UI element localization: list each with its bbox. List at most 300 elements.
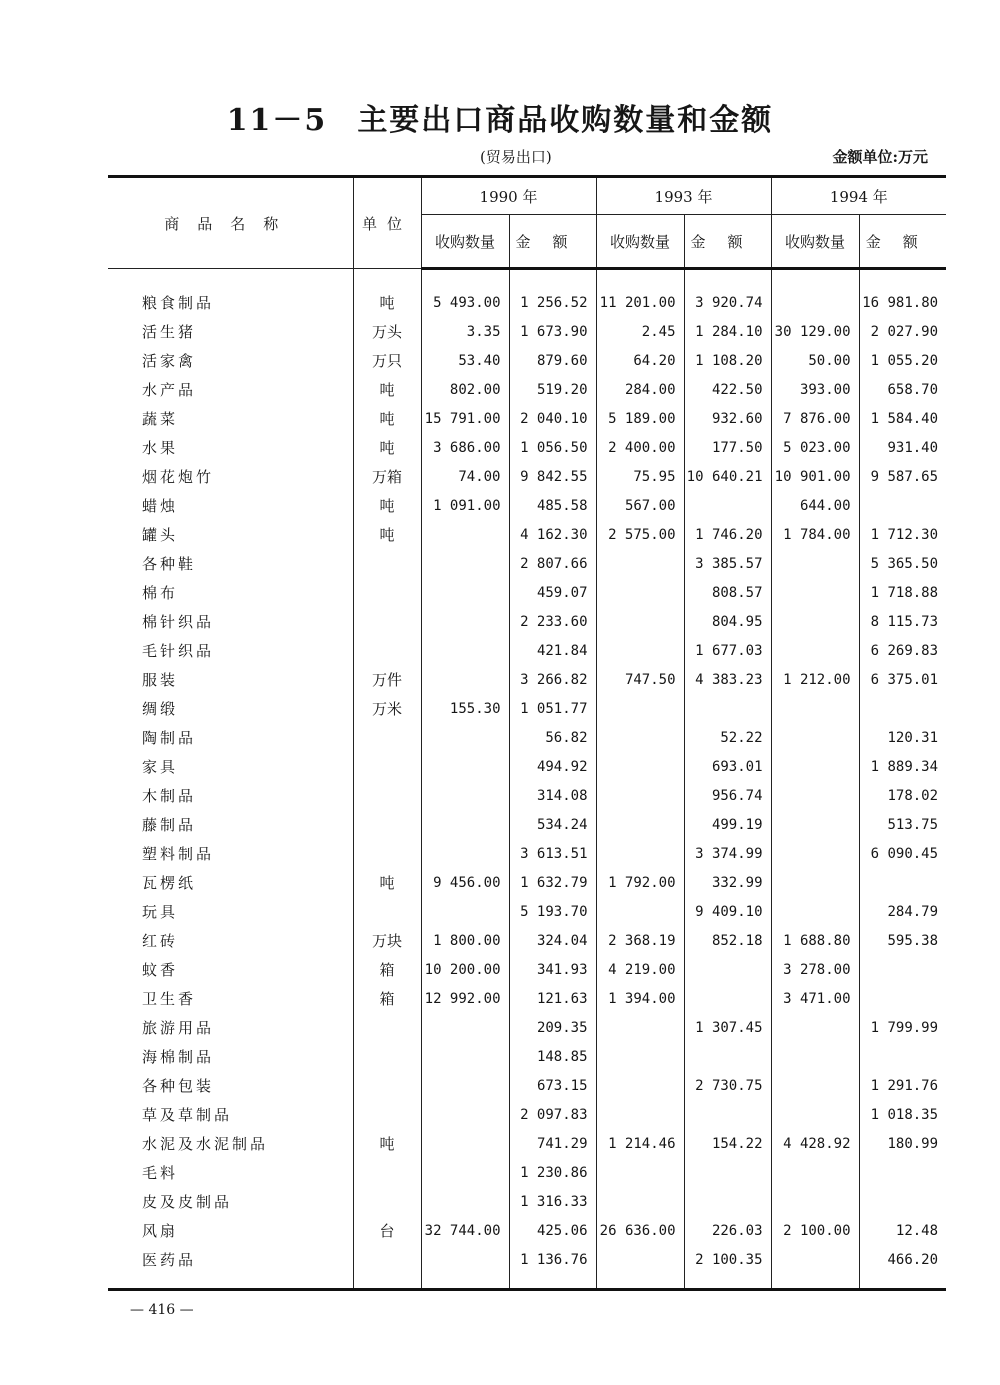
value-1993: 10 640.21 bbox=[684, 462, 771, 491]
row-unit bbox=[353, 1187, 421, 1216]
qty-1990 bbox=[421, 578, 509, 607]
value-1993: 1 746.20 bbox=[684, 520, 771, 549]
export-table bbox=[108, 175, 946, 1291]
row-name: 水泥及水泥制品 bbox=[108, 1129, 353, 1158]
table-row bbox=[108, 1187, 946, 1216]
qty-1994 bbox=[771, 578, 859, 607]
row-name: 蔬菜 bbox=[108, 404, 353, 433]
value-1990: 1 230.86 bbox=[509, 1158, 596, 1187]
table-row bbox=[108, 520, 946, 549]
row-unit: 吨 bbox=[353, 433, 421, 462]
value-1994: 178.02 bbox=[887, 787, 939, 804]
qty-1994 bbox=[771, 636, 859, 665]
qty-1993: 26 636.00 bbox=[596, 1216, 684, 1245]
unit-note: 金额单位:万元 bbox=[832, 148, 928, 166]
header-year-1994: 1994 年 bbox=[771, 177, 946, 215]
table-row bbox=[108, 1216, 946, 1245]
table-row bbox=[108, 955, 946, 984]
qty-1990 bbox=[421, 810, 509, 839]
table-row bbox=[108, 607, 946, 636]
value-1990: 494.92 bbox=[509, 752, 596, 781]
value-1994: 120.31 bbox=[887, 729, 939, 746]
value-1994: 1 584.40 bbox=[870, 410, 939, 427]
row-name: 医药品 bbox=[108, 1245, 353, 1274]
row-name: 水果 bbox=[108, 433, 353, 462]
row-name: 烟花炮竹 bbox=[108, 462, 353, 491]
row-name: 木制品 bbox=[108, 781, 353, 810]
qty-1990: 3 686.00 bbox=[421, 433, 509, 462]
value-1990: 1 316.33 bbox=[509, 1187, 596, 1216]
value-1990: 1 051.77 bbox=[509, 694, 596, 723]
value-1990: 741.29 bbox=[509, 1129, 596, 1158]
table-row bbox=[108, 317, 946, 346]
value-1990: 314.08 bbox=[509, 781, 596, 810]
qty-1993 bbox=[596, 607, 684, 636]
qty-1990 bbox=[421, 607, 509, 636]
table-row bbox=[108, 346, 946, 375]
qty-1990 bbox=[421, 1245, 509, 1274]
table-row bbox=[108, 752, 946, 781]
qty-1990 bbox=[421, 1013, 509, 1042]
qty-1994: 7 876.00 bbox=[771, 404, 859, 433]
qty-1990: 12 992.00 bbox=[421, 984, 509, 1013]
value-1993: 9 409.10 bbox=[684, 897, 771, 926]
qty-1990 bbox=[421, 549, 509, 578]
table-row bbox=[108, 288, 946, 317]
value-1993 bbox=[684, 1187, 771, 1216]
row-name: 藤制品 bbox=[108, 810, 353, 839]
qty-1993: 284.00 bbox=[596, 375, 684, 404]
row-name: 棉针织品 bbox=[108, 607, 353, 636]
table-title: 主要出口商品收购数量和金额 bbox=[357, 103, 774, 138]
value-1993: 932.60 bbox=[684, 404, 771, 433]
value-1990: 4 162.30 bbox=[509, 520, 596, 549]
value-1990: 324.04 bbox=[509, 926, 596, 955]
qty-1993 bbox=[596, 1071, 684, 1100]
qty-1990: 5 493.00 bbox=[421, 288, 509, 317]
value-1990: 519.20 bbox=[509, 375, 596, 404]
row-name: 旅游用品 bbox=[108, 1013, 353, 1042]
row-unit bbox=[353, 723, 421, 752]
page-title bbox=[0, 95, 1000, 139]
value-1990: 1 056.50 bbox=[509, 433, 596, 462]
value-1993: 154.22 bbox=[684, 1129, 771, 1158]
qty-1994 bbox=[771, 868, 859, 897]
value-1994: 1 718.88 bbox=[870, 584, 939, 601]
table-row bbox=[108, 810, 946, 839]
row-unit: 万米 bbox=[353, 694, 421, 723]
value-1990: 148.85 bbox=[509, 1042, 596, 1071]
row-name: 玩具 bbox=[108, 897, 353, 926]
value-1994: 8 115.73 bbox=[870, 613, 939, 630]
subtitle: (贸易出口) bbox=[480, 148, 552, 166]
value-1994 bbox=[859, 1187, 946, 1216]
row-name: 毛料 bbox=[108, 1158, 353, 1187]
value-1993 bbox=[684, 1158, 771, 1187]
value-1993: 177.50 bbox=[684, 433, 771, 462]
value-1994: 12.48 bbox=[895, 1222, 939, 1239]
qty-1990: 15 791.00 bbox=[421, 404, 509, 433]
value-1993: 499.19 bbox=[684, 810, 771, 839]
value-1993: 1 108.20 bbox=[684, 346, 771, 375]
row-name: 蜡烛 bbox=[108, 491, 353, 520]
row-name: 活生猪 bbox=[108, 317, 353, 346]
header-name: 商品名称 bbox=[108, 177, 353, 269]
value-1990: 421.84 bbox=[509, 636, 596, 665]
row-unit bbox=[353, 839, 421, 868]
qty-1993: 5 189.00 bbox=[596, 404, 684, 433]
row-name: 粮食制品 bbox=[108, 288, 353, 317]
row-unit bbox=[353, 810, 421, 839]
table-row bbox=[108, 1042, 946, 1071]
value-1994: 1 712.30 bbox=[870, 526, 939, 543]
value-1994 bbox=[859, 1158, 946, 1187]
row-name: 红砖 bbox=[108, 926, 353, 955]
qty-1990: 10 200.00 bbox=[421, 955, 509, 984]
qty-1993: 1 394.00 bbox=[596, 984, 684, 1013]
qty-1990: 155.30 bbox=[421, 694, 509, 723]
value-1993 bbox=[684, 491, 771, 520]
qty-1993: 2 575.00 bbox=[596, 520, 684, 549]
qty-1994: 5 023.00 bbox=[771, 433, 859, 462]
value-1990: 1 673.90 bbox=[509, 317, 596, 346]
row-unit bbox=[353, 752, 421, 781]
qty-1993 bbox=[596, 752, 684, 781]
value-1993: 422.50 bbox=[684, 375, 771, 404]
qty-1994 bbox=[771, 1042, 859, 1071]
table-row bbox=[108, 1013, 946, 1042]
value-1994 bbox=[859, 955, 946, 984]
qty-1993 bbox=[596, 1042, 684, 1071]
value-1993: 1 307.45 bbox=[684, 1013, 771, 1042]
row-name: 家具 bbox=[108, 752, 353, 781]
header-qty-1993: 收购数量 bbox=[596, 215, 684, 269]
qty-1993 bbox=[596, 897, 684, 926]
value-1994 bbox=[859, 491, 946, 520]
row-name: 毛针织品 bbox=[108, 636, 353, 665]
qty-1994 bbox=[771, 810, 859, 839]
value-1990: 2 807.66 bbox=[509, 549, 596, 578]
table-body bbox=[108, 269, 946, 1290]
value-1990: 2 233.60 bbox=[509, 607, 596, 636]
row-name: 服装 bbox=[108, 665, 353, 694]
qty-1990 bbox=[421, 520, 509, 549]
value-1990: 2 097.83 bbox=[509, 1100, 596, 1129]
qty-1990 bbox=[421, 1129, 509, 1158]
qty-1990 bbox=[421, 665, 509, 694]
value-1994: 1 799.99 bbox=[870, 1019, 939, 1036]
value-1990: 5 193.70 bbox=[509, 897, 596, 926]
qty-1990 bbox=[421, 1100, 509, 1129]
qty-1990: 32 744.00 bbox=[421, 1216, 509, 1245]
table-row bbox=[108, 404, 946, 433]
qty-1990 bbox=[421, 636, 509, 665]
qty-1993: 747.50 bbox=[596, 665, 684, 694]
qty-1994 bbox=[771, 288, 859, 317]
qty-1993 bbox=[596, 810, 684, 839]
value-1993: 2 100.35 bbox=[684, 1245, 771, 1274]
qty-1993 bbox=[596, 578, 684, 607]
value-1993: 332.99 bbox=[684, 868, 771, 897]
value-1994: 1 055.20 bbox=[870, 352, 939, 369]
qty-1994 bbox=[771, 752, 859, 781]
row-unit: 吨 bbox=[353, 288, 421, 317]
qty-1990 bbox=[421, 839, 509, 868]
value-1990: 459.07 bbox=[509, 578, 596, 607]
header-unit: 单位 bbox=[353, 177, 421, 269]
qty-1993 bbox=[596, 1158, 684, 1187]
table-row bbox=[108, 984, 946, 1013]
qty-1994 bbox=[771, 781, 859, 810]
value-1990: 534.24 bbox=[509, 810, 596, 839]
value-1990: 2 040.10 bbox=[509, 404, 596, 433]
qty-1990 bbox=[421, 1071, 509, 1100]
value-1990: 341.93 bbox=[509, 955, 596, 984]
qty-1990: 53.40 bbox=[421, 346, 509, 375]
row-unit bbox=[353, 549, 421, 578]
value-1993: 693.01 bbox=[684, 752, 771, 781]
value-1993: 852.18 bbox=[684, 926, 771, 955]
row-name: 瓦楞纸 bbox=[108, 868, 353, 897]
table-row bbox=[108, 665, 946, 694]
table-row bbox=[108, 694, 946, 723]
value-1994: 1 889.34 bbox=[870, 758, 939, 775]
qty-1993: 11 201.00 bbox=[596, 288, 684, 317]
value-1993: 4 383.23 bbox=[684, 665, 771, 694]
row-unit: 万件 bbox=[353, 665, 421, 694]
row-unit bbox=[353, 1071, 421, 1100]
row-name: 海棉制品 bbox=[108, 1042, 353, 1071]
qty-1993: 75.95 bbox=[596, 462, 684, 491]
table-row bbox=[108, 781, 946, 810]
value-1994: 1 291.76 bbox=[870, 1077, 939, 1094]
table-row bbox=[108, 868, 946, 897]
row-name: 各种包装 bbox=[108, 1071, 353, 1100]
value-1993 bbox=[684, 1042, 771, 1071]
value-1994: 6 269.83 bbox=[870, 642, 939, 659]
qty-1994: 1 784.00 bbox=[771, 520, 859, 549]
qty-1990 bbox=[421, 1158, 509, 1187]
header-qty-1990: 收购数量 bbox=[421, 215, 509, 269]
table-row bbox=[108, 1071, 946, 1100]
table-row bbox=[108, 549, 946, 578]
row-name: 蚊香 bbox=[108, 955, 353, 984]
row-name: 皮及皮制品 bbox=[108, 1187, 353, 1216]
qty-1994: 4 428.92 bbox=[771, 1129, 859, 1158]
qty-1993 bbox=[596, 723, 684, 752]
value-1993: 3 920.74 bbox=[684, 288, 771, 317]
qty-1994: 1 688.80 bbox=[771, 926, 859, 955]
row-name: 棉布 bbox=[108, 578, 353, 607]
qty-1994 bbox=[771, 839, 859, 868]
row-unit bbox=[353, 636, 421, 665]
value-1994: 284.79 bbox=[887, 903, 939, 920]
row-unit bbox=[353, 1042, 421, 1071]
qty-1993: 2.45 bbox=[596, 317, 684, 346]
qty-1990 bbox=[421, 897, 509, 926]
table-row bbox=[108, 578, 946, 607]
qty-1993: 1 792.00 bbox=[596, 868, 684, 897]
qty-1993 bbox=[596, 1187, 684, 1216]
value-1990: 3 266.82 bbox=[509, 665, 596, 694]
qty-1994: 3 471.00 bbox=[771, 984, 859, 1013]
value-1994: 180.99 bbox=[887, 1135, 939, 1152]
qty-1994 bbox=[771, 1158, 859, 1187]
qty-1990: 74.00 bbox=[421, 462, 509, 491]
value-1990: 3 613.51 bbox=[509, 839, 596, 868]
value-1993: 52.22 bbox=[684, 723, 771, 752]
qty-1993 bbox=[596, 839, 684, 868]
value-1994 bbox=[859, 984, 946, 1013]
value-1994: 9 587.65 bbox=[870, 468, 939, 485]
row-unit bbox=[353, 1245, 421, 1274]
row-unit: 吨 bbox=[353, 868, 421, 897]
qty-1993: 2 368.19 bbox=[596, 926, 684, 955]
value-1994: 6 090.45 bbox=[870, 845, 939, 862]
value-1994: 595.38 bbox=[887, 932, 939, 949]
qty-1993 bbox=[596, 1100, 684, 1129]
qty-1993 bbox=[596, 781, 684, 810]
value-1993: 1 284.10 bbox=[684, 317, 771, 346]
row-unit: 万只 bbox=[353, 346, 421, 375]
qty-1994 bbox=[771, 1071, 859, 1100]
qty-1994: 2 100.00 bbox=[771, 1216, 859, 1245]
row-name: 绸缎 bbox=[108, 694, 353, 723]
value-1993 bbox=[684, 984, 771, 1013]
qty-1990: 9 456.00 bbox=[421, 868, 509, 897]
qty-1993: 1 214.46 bbox=[596, 1129, 684, 1158]
row-name: 陶制品 bbox=[108, 723, 353, 752]
qty-1993: 567.00 bbox=[596, 491, 684, 520]
header-year-1990: 1990 年 bbox=[421, 177, 596, 215]
value-1990: 1 632.79 bbox=[509, 868, 596, 897]
value-1990: 425.06 bbox=[509, 1216, 596, 1245]
value-1993: 1 677.03 bbox=[684, 636, 771, 665]
value-1994 bbox=[859, 868, 946, 897]
value-1990: 1 136.76 bbox=[509, 1245, 596, 1274]
qty-1994: 1 212.00 bbox=[771, 665, 859, 694]
table-row bbox=[108, 723, 946, 752]
qty-1993 bbox=[596, 549, 684, 578]
value-1990: 56.82 bbox=[509, 723, 596, 752]
row-name: 活家禽 bbox=[108, 346, 353, 375]
row-unit bbox=[353, 897, 421, 926]
value-1993: 226.03 bbox=[684, 1216, 771, 1245]
row-name: 卫生香 bbox=[108, 984, 353, 1013]
value-1994 bbox=[859, 1042, 946, 1071]
qty-1990: 802.00 bbox=[421, 375, 509, 404]
qty-1993 bbox=[596, 694, 684, 723]
row-unit bbox=[353, 1100, 421, 1129]
table-row bbox=[108, 1129, 946, 1158]
qty-1994 bbox=[771, 549, 859, 578]
row-unit bbox=[353, 781, 421, 810]
header-value-1990: 金额 bbox=[509, 215, 596, 269]
qty-1993 bbox=[596, 636, 684, 665]
table-row bbox=[108, 1245, 946, 1274]
value-1993 bbox=[684, 955, 771, 984]
value-1990: 1 256.52 bbox=[509, 288, 596, 317]
table-row bbox=[108, 491, 946, 520]
qty-1994 bbox=[771, 723, 859, 752]
row-name: 罐头 bbox=[108, 520, 353, 549]
table-row bbox=[108, 462, 946, 491]
value-1994: 1 018.35 bbox=[870, 1106, 939, 1123]
table-row bbox=[108, 433, 946, 462]
value-1994: 466.20 bbox=[887, 1251, 939, 1268]
value-1993: 804.95 bbox=[684, 607, 771, 636]
qty-1990 bbox=[421, 1042, 509, 1071]
header-value-1993: 金额 bbox=[684, 215, 771, 269]
row-unit: 台 bbox=[353, 1216, 421, 1245]
row-unit bbox=[353, 607, 421, 636]
value-1990: 879.60 bbox=[509, 346, 596, 375]
qty-1990: 1 091.00 bbox=[421, 491, 509, 520]
row-unit: 箱 bbox=[353, 984, 421, 1013]
value-1994 bbox=[859, 694, 946, 723]
table-number: 11－5 bbox=[226, 103, 328, 138]
row-unit: 吨 bbox=[353, 491, 421, 520]
qty-1994 bbox=[771, 694, 859, 723]
row-unit bbox=[353, 1158, 421, 1187]
value-1990: 673.15 bbox=[509, 1071, 596, 1100]
row-unit: 箱 bbox=[353, 955, 421, 984]
row-unit: 吨 bbox=[353, 520, 421, 549]
qty-1994: 30 129.00 bbox=[771, 317, 859, 346]
row-unit: 吨 bbox=[353, 375, 421, 404]
value-1993: 2 730.75 bbox=[684, 1071, 771, 1100]
qty-1994 bbox=[771, 607, 859, 636]
qty-1990 bbox=[421, 781, 509, 810]
value-1994: 931.40 bbox=[887, 439, 939, 456]
value-1993: 3 385.57 bbox=[684, 549, 771, 578]
qty-1990: 1 800.00 bbox=[421, 926, 509, 955]
row-unit: 吨 bbox=[353, 404, 421, 433]
row-unit: 吨 bbox=[353, 1129, 421, 1158]
qty-1994: 393.00 bbox=[771, 375, 859, 404]
qty-1994 bbox=[771, 1100, 859, 1129]
row-name: 风扇 bbox=[108, 1216, 353, 1245]
qty-1993 bbox=[596, 1245, 684, 1274]
value-1994: 658.70 bbox=[887, 381, 939, 398]
qty-1990 bbox=[421, 723, 509, 752]
row-name: 水产品 bbox=[108, 375, 353, 404]
row-name: 塑料制品 bbox=[108, 839, 353, 868]
qty-1994: 3 278.00 bbox=[771, 955, 859, 984]
row-unit: 万头 bbox=[353, 317, 421, 346]
value-1990: 9 842.55 bbox=[509, 462, 596, 491]
value-1993: 956.74 bbox=[684, 781, 771, 810]
value-1994: 2 027.90 bbox=[870, 323, 939, 340]
qty-1994: 50.00 bbox=[771, 346, 859, 375]
value-1993 bbox=[684, 694, 771, 723]
value-1994: 16 981.80 bbox=[862, 294, 939, 311]
table-row bbox=[108, 926, 946, 955]
qty-1993: 64.20 bbox=[596, 346, 684, 375]
value-1990: 209.35 bbox=[509, 1013, 596, 1042]
qty-1994 bbox=[771, 1187, 859, 1216]
qty-1994 bbox=[771, 1013, 859, 1042]
value-1990: 485.58 bbox=[509, 491, 596, 520]
row-unit: 万块 bbox=[353, 926, 421, 955]
row-unit: 万箱 bbox=[353, 462, 421, 491]
header-year-1993: 1993 年 bbox=[596, 177, 771, 215]
value-1993: 808.57 bbox=[684, 578, 771, 607]
table-row bbox=[108, 839, 946, 868]
header-qty-1994: 收购数量 bbox=[771, 215, 859, 269]
row-name: 草及草制品 bbox=[108, 1100, 353, 1129]
qty-1993: 4 219.00 bbox=[596, 955, 684, 984]
